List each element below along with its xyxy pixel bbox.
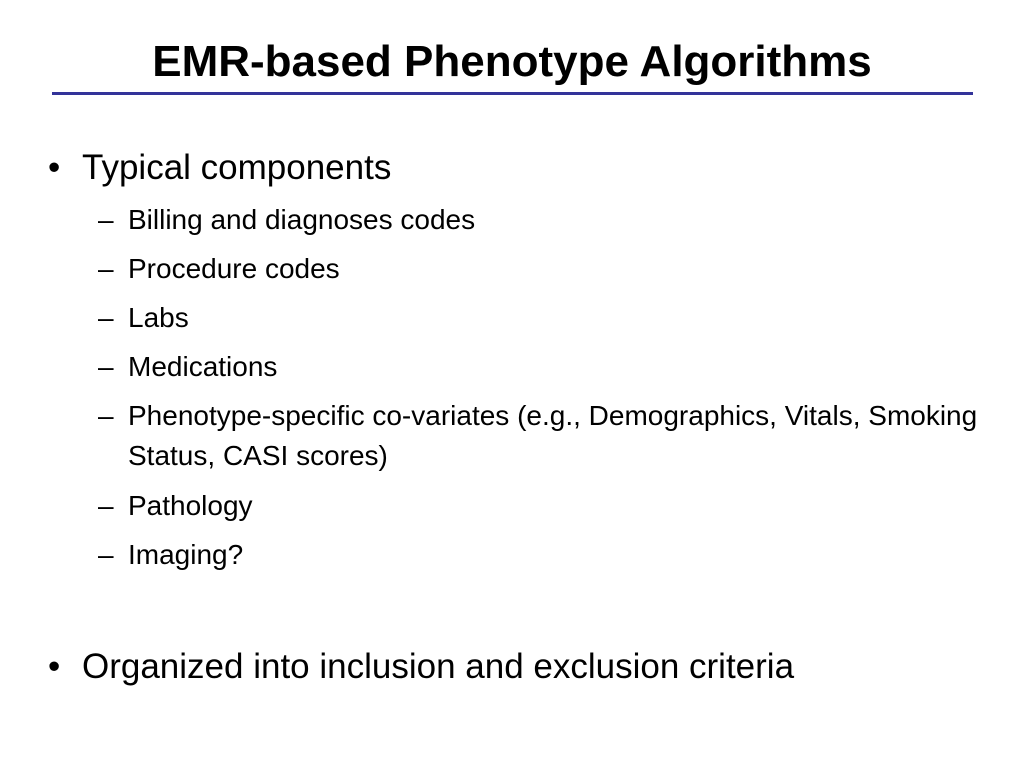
bullet-text: Organized into inclusion and exclusion criteria	[82, 647, 795, 686]
sub-bullet-labs	[98, 298, 978, 338]
sub-bullet-marker: –	[98, 253, 114, 284]
sub-bullet-marker: –	[98, 400, 114, 431]
bullet-typical-components	[48, 148, 391, 188]
sub-bullet-text: Pathology	[128, 490, 253, 521]
sub-bullet-imaging	[98, 535, 978, 575]
sub-bullet-pathology	[98, 486, 978, 526]
sub-bullet-text: Phenotype-specific co-variates (e.g., Demographics, Vitals, Smoking Status, CASI scores)	[128, 400, 978, 471]
sub-bullet-marker: –	[98, 302, 114, 333]
sub-bullet-medications	[98, 347, 978, 387]
sub-bullet-marker: –	[98, 351, 114, 382]
sub-bullet-marker: –	[98, 490, 114, 521]
sub-bullet-text: Billing and diagnoses codes	[128, 204, 476, 235]
bullet-text: Typical components	[82, 148, 392, 187]
bullet-inclusion-exclusion	[48, 647, 794, 687]
sub-bullet-text: Medications	[128, 351, 278, 382]
sub-bullet-text: Imaging?	[128, 539, 244, 570]
sub-bullet-marker: –	[98, 204, 114, 235]
sub-bullet-procedure-codes	[98, 249, 978, 289]
sub-bullet-marker: –	[98, 539, 114, 570]
sub-bullet-co-variates	[98, 396, 978, 476]
bullet-marker: •	[48, 647, 61, 686]
sub-bullet-text: Procedure codes	[128, 253, 340, 284]
sub-bullet-text: Labs	[128, 302, 189, 333]
slide-title: EMR-based Phenotype Algorithms	[152, 37, 872, 86]
sub-bullet-billing-codes	[98, 200, 978, 240]
bullet-marker: •	[48, 148, 61, 187]
